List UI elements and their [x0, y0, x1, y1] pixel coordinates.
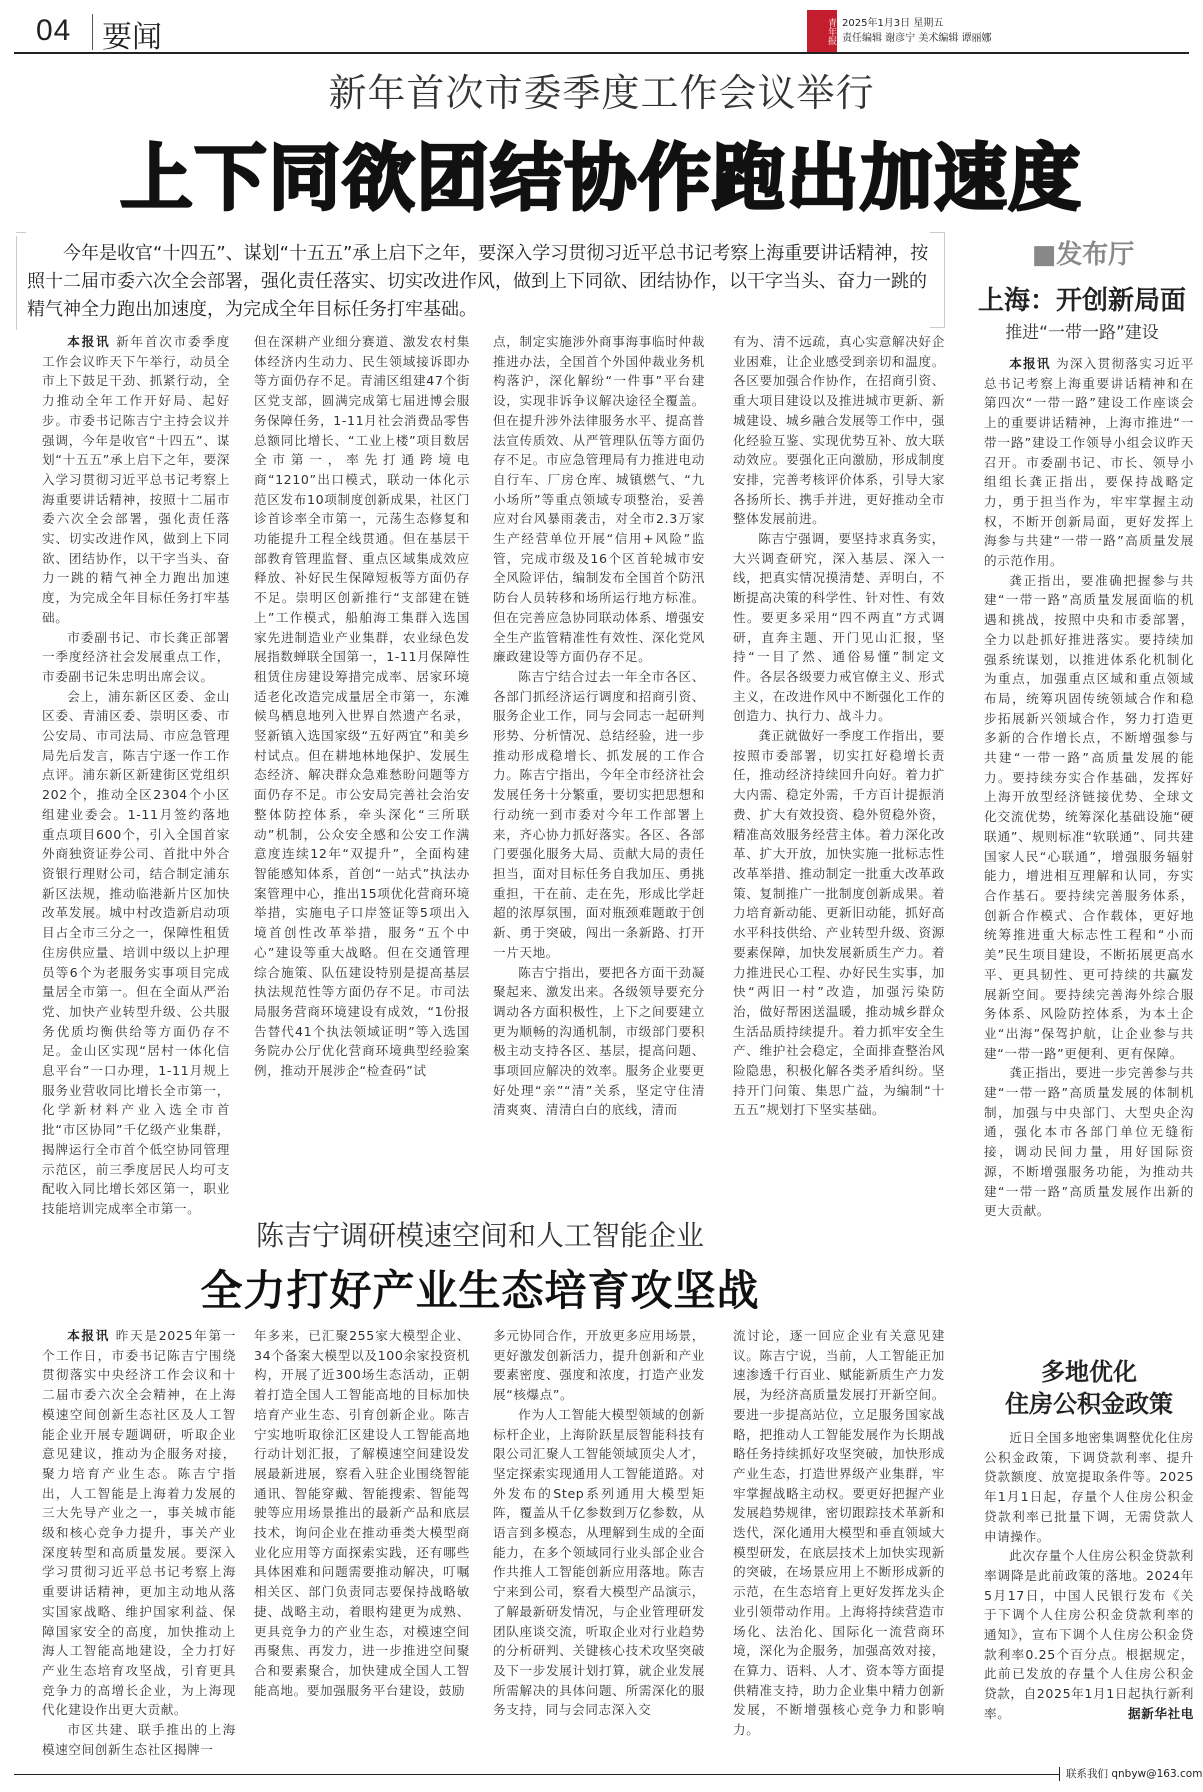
section-name: 要闻: [102, 20, 162, 55]
article1-col-3: [493, 332, 705, 1120]
article1-paragraph: 龚正就做好一季度工作指出，要按照市委部署，切实扛好稳增长责任，推动经济持续回升向好。着力扩大内需、稳定外需，千方百计提振消费、扩大有效投资、稳外贸稳外资，精准高效服务经营主体。着力深化改革、扩大开放，加快实施一批标志性改革举措、推动制定一批重大改革政策、复制推广一批制度创新成果。着力培育新动能、更新旧动能，抓好高水平科技供给、产业转型升级、资源要素保障，加快发展新质生产力。着力推进民心工程、办好民生实事，加快“两旧一村”改造，加强污染防治，做好帮困送温暖，推动城乡群众生活品质持续提升。着力抓牢安全生产、维护社会稳定，全面排查整治风险隐患，积极化解各类矛盾纠纷。坚持开门问策、集思广益，为编制“十五五”规划打下坚实基础。: [733, 728, 945, 1118]
article1-col-2: [254, 332, 470, 1081]
article1-paragraph: 市委副书记、市长龚正部署一季度经济社会发展重点工作，市委副书记朱忠明出席会议。: [42, 629, 230, 684]
article2-col-1: [42, 1326, 236, 1759]
article2-paragraph: 作为人工智能大模型领域的创新标杆企业，上海阶跃星辰智能科技有限公司汇聚人工智能领域顶尖人才，坚定探索实现通用人工智能道路。对外发布的Step系列通用大模型矩阵，覆盖从千亿参数到万亿参数，从语言到多模态，从理解到生成的全面能力，在多个领域同行业头部企业合作共推人工智能创新应用落地。陈吉宁来到公司，察看大模型产品演示，了解最新研发情况，与企业管理研发团队座谈交流，听取企业对行业趋势的分析研判、关键核心技术攻坚突破及下一步发展计划打算，就企业发展所需解决的具体问题、所需深化的服务支持，同与会同志深入交: [493, 1406, 705, 1718]
footer-rule: [14, 1774, 1059, 1775]
article1-paragraph: 但在深耕产业细分赛道、激发农村集体经济内生动力、民生领域接诉即办等方面仍存不足。青浦区组建47个街区党支部，圆满完成第七届进博会服务保障任务，1-11月社会消费品零售总额同比增长、“工业上楼”项目数居全市第一，率先打通跨境电商“1210”出口模式，联动一体化示范区发布10项制度创新成果，社区门诊首诊率全市第一，元荡生态修复和功能提升工程全线贯通。但在基层干部教育管理监督、重点区域集成效应释放、补好民生保障短板等方面仍存不足。崇明区创新推行“支部建在链上”工作模式，船舶海工集群入选国家先进制造业产业集群，农业绿色发展指数蝉联全国第一，1-11月保障性租赁住房建设筹措完成率、居家环境适老化改造完成量居全市第一，东滩候鸟栖息地列入世界自然遗产名录，竖新镇入选国家级“五好两宜”和美乡村试点。但在耕地林地保护、发展生态经济、解决群众急难愁盼问题等方面仍存不足。市公安局完善社会治安整体防控体系，牵头深化“三所联动”机制，公众安全感和公安工作满意度连续12年“双提升”，全面构建智能感知体系，首创“一站式”执法办案管理中心，推出15项优化营商环境举措，实施电子口岸签证等5项出入境首创性改革举措，服务“五个中心”建设等重大战略。但在交通管理综合施策、队伍建设特别是提高基层执法规范性等方面仍存不足。市司法局服务营商环境建设有成效，“1份报告替代41个执法领域证明”等入选国务院办公厅优化营商环境典型经验案例，推动开展涉企“检查码”试: [254, 334, 470, 1079]
article2-col-3: [493, 1326, 705, 1720]
article1-paragraph: 本报讯 新年首次市委季度工作会议昨天下午举行，动员全市上下鼓足干劲、抓紧行动，全力推动全年工作开好局、起好步。市委书记陈吉宁主持会议并强调，今年是收官“十四五”、谋划“十五五”承上启下之年，要深入学习贯彻习近平总书记考察上海重要讲话精神，按照十二届市委六次全会部署，强化责任落实、切实改进作风，做到上下同欲、团结协作，以干字当头、奋力一跳的精气神全力跑出加速度，为完成全年目标任务打牢基础。: [42, 334, 230, 625]
article1-col-1: [42, 332, 230, 1219]
article1-headline: 上下同欲团结协作跑出加速度: [120, 136, 1083, 220]
dateline: 本报讯: [67, 1328, 111, 1343]
dateline: 本报讯: [1009, 356, 1051, 371]
article1-paragraph: 陈吉宁强调，要坚持求真务实，大兴调查研究，深入基层、深入一线，把真实情况摸清楚、弄明白，不断提高决策的科学性、针对性、有效性。要更多采用“四不两直”方式调研，直奔主题、开门见山汇报，坚持“一目了然、通俗易懂”制定文件。各层各级要力戒官僚主义、形式主义，在改进作风中不断强化工作的创造力、执行力、战斗力。: [733, 531, 945, 724]
issue-date: 2025年1月3日 星期五: [842, 18, 944, 29]
article2-paragraph: 流讨论，逐一回应企业有关意见建议。陈吉宁说，当前，人工智能正加速渗透千行百业、赋能新质生产力发展，为经济高质量发展打开新空间。要进一步提高站位，立足服务国家战略，把推动人工智能发展作为长期战略任务持续抓好攻坚突破，加快形成产业生态，打造世界级产业集群，牢牢掌握战略主动权。要更好把握产业发展趋势规律，密切跟踪技术革新和迭代，深化通用大模型和垂直领域大模型研发，在底层技术上加快实现新的突破，在场景应用上不断形成新的示范，在生态培育上更好发挥龙头企业引领带动作用。上海将持续营造市场化、法治化、国际化一流营商环境，深化为企服务，加强高效对接，在算力、语料、人才、资本等方面提供精准支持，助力企业集中精力创新发展，不断增强核心竞争力和影响力。: [733, 1328, 945, 1738]
article1-paragraph: 点，制定实施涉外商事海事临时仲裁推进办法，全国首个外国仲裁业务机构落沪，深化解纷“一件事”平台建设，实现非诉争议解决途径全覆盖。但在提升涉外法律服务水平、提高普法宣传质效、从严管理队伍等方面仍存不足。市应急管理局有力推进电动自行车、厂房仓库、城镇燃气、“九小场所”等重点领域专项整治，妥善应对台风暴雨袭击，对全市2.3万家生产经营单位开展“信用+风险”监管，完成市级及16个区首轮城市安全风险评估，编制发布全国首个防汛防台人员转移和场所运行地方标准。但在完善应急协同联动体系、增强安全生产监管精准性有效性、深化党风廉政建设等方面仍存不足。: [493, 334, 705, 665]
sidebar-subhead: 推进“一带一路”建设: [1005, 323, 1159, 343]
article2-paragraph: 市区共建、联手推出的上海模速空间创新生态社区揭牌一: [42, 1722, 236, 1757]
sidebar-body: [984, 354, 1194, 1221]
sidebar-paragraph: 本报讯 为深入贯彻落实习近平总书记考察上海重要讲话精神和在第四次“一带一路”建设工作座谈会上的重要讲话精神，上海市推进“一带一路”建设工作领导小组会议昨天召开。市委副书记、市长、领导小组组长龚正指出，要保持战略定力，勇于担当作为，牢牢掌握主动权，不断开创新局面，更好发挥上海参与共建“一带一路”高质量发展的示范作用。: [984, 356, 1195, 569]
article2-kicker: 陈吉宁调研模速空间和人工智能企业: [255, 1219, 704, 1252]
column-tag: ■发布厅: [1031, 240, 1135, 270]
page-header: [14, 8, 1189, 54]
article2-col-2: [254, 1326, 470, 1700]
article2-headline: 全力打好产业生态培育攻坚战: [200, 1266, 760, 1315]
article2-paragraph: 多元协同合作，开放更多应用场景，更好激发创新活力，提升创新和产业要素密度、强度和浓度，打造产业发展“核爆点”。: [493, 1328, 705, 1403]
article2-paragraph: 年多来，已汇聚255家大模型企业、34个备案大模型以及100余家投资机构，开展了近300场生态活动，正朝着打造全国人工智能高地的目标加快培育产业生态、引育创新企业。陈吉宁实地听取徐汇区建设人工智能高地行动计划汇报，了解模速空间建设发展最新进展，察看入驻企业围绕智能通讯、智能穿戴、智能搜索、智能驾驶等应用场景推出的最新产品和底层技术，询问企业在推动垂类大模型商业化应用等方面探索实践，还有哪些具体困难和问题需要推动解决，叮嘱相关区、部门负责同志要保持战略敏捷、战略主动，着眼构建更为成熟、更具竞争力的产业生态，对模速空间再聚焦、再发力，进一步推进空间聚合和要素聚合，加快建成全国人工智能高地。要加强服务平台建设，鼓励: [254, 1328, 470, 1698]
article2-col-4: [733, 1326, 945, 1740]
box-paragraph: 此次存量个人住房公积金贷款利率调降是此前政策的落地。2024年5月17日，中国人民银行发布《关于下调个人住房公积金贷款利率的通知》，宣布下调个人住房公积金贷款利率0.25个百分点。根据规定，此前已发放的存量个人住房公积金贷款，自2025年1月1日起执行新利率。 据新华社电: [984, 1546, 1194, 1723]
article1-lead: 今年是收官“十四五”、谋划“十五五”承上启下之年，要深入学习贯彻习近平总书记考察上海重要讲话精神，按照十二届市委六次全会部署，强化责任落实、切实改进作风，做到上下同欲、团结协作，以干字当头、奋力一跳的精气神全力跑出加速度，为完成全年目标任务打牢基础。: [27, 243, 929, 320]
sidebar-paragraph: 龚正指出，要进一步完善参与共建“一带一路”高质量发展的体制机制，加强与中央部门、大型央企沟通，强化本市各部门单位无缝衔接，调动民间力量，用好国际资源，不断增强服务功能，为推动共建“一带一路”高质量发展作出新的更大贡献。: [984, 1065, 1194, 1219]
box-headline-line1: 多地优化: [1041, 1358, 1137, 1386]
article1-paragraph: 陈吉宁结合过去一年全市各区、各部门抓经济运行调度和招商引资、服务企业工作，同与会同志一起研判形势、分析情况、总结经验，进一步推动形成稳增长、抓发展的工作合力。陈吉宁指出，今年全市经济社会发展任务十分繁重，要切实把思想和行动统一到市委对今年工作部署上来，齐心协力抓好落实。各区、各部门要强化服务大局、贡献大局的责任担当，面对目标任务自我加压、勇挑重担，干在前、走在先，形成比学赶超的浓厚氛围，面对瓶颈难题敢于创新、勇于突破，闯出一条新路、打开一片天地。: [493, 668, 705, 960]
article2-paragraph: 本报讯 昨天是2025年第一个工作日，市委书记陈吉宁围绕贯彻落实中央经济工作会议和十二届市委六次全会精神，在上海模速空间创新生态社区及人工智能企业开展专题调研，听取企业意见建议，推动为企服务对接，聚力培育产业生态。陈吉宁指出，人工智能是上海着力发展的三大先导产业之一，事关城市能级和核心竞争力提升，事关产业深度转型和高质量发展。要深入学习贯彻习近平总书记考察上海重要讲话精神，更加主动地从落实国家战略、维护国家利益、保障国家安全的高度，加快推动上海人工智能高地建设，全力打好产业生态培育攻坚战，引育更具竞争力的高增长企业，为上海现代化建设作出更大贡献。: [42, 1328, 236, 1718]
footer-tick: [1059, 1767, 1060, 1781]
article1-kicker: 新年首次市委季度工作会议举行: [328, 71, 875, 115]
article1-paragraph: 陈吉宁指出，要把各方面干劲凝聚起来、激发出来。各级领导要充分调动各方面积极性，上下之间要建立更为顺畅的沟通机制，市级部门要积极主动支持各区、基层，提高问题、事项回应解决的效率。服务企业要更好处理“亲”“清”关系，坚定守住清清爽爽、清清白白的底线，清而: [493, 964, 705, 1118]
news-credit: 据新华社电: [1128, 1705, 1194, 1721]
lead-frame: [16, 232, 26, 233]
dateline: 本报讯: [67, 334, 111, 349]
issue-meta: [842, 16, 992, 46]
article1-lead-box: [16, 236, 945, 330]
article1-col-4: [733, 332, 945, 1120]
lead-frame-right: [930, 232, 945, 328]
newspaper-logo: 青年报: [807, 10, 837, 52]
box-paragraph: 近日全国多地密集调整优化住房公积金政策，下调贷款利率、提升贷款额度、放宽提取条件等。2025年1月1日起，存量个人住房公积金贷款利率已批量下调，无需贷款人申请操作。: [984, 1430, 1194, 1544]
header-divider: [92, 14, 93, 50]
sidebar-headline: 上海：开创新局面: [977, 286, 1186, 316]
contact-email[interactable]: 联系我们 qnbyw@163.com: [1066, 1768, 1203, 1780]
article1-paragraph: 有为、清不远疏，真心实意解决好企业困难，让企业感受到亲切和温度。各区要加强合作协作，在招商引资、重大项目建设以及推进城市更新、新城建设、城乡融合发展等工作中，强化经验互鉴、实现优势互补、放大联动效应。要强化正向激励，形成制度安排，完善考核评价体系，引导大家各扬所长、携手并进，更好推动全市整体发展前进。: [733, 334, 945, 527]
editors: 责任编辑 谢彦宁 美术编辑 谭丽娜: [842, 33, 992, 44]
box-headline-line2: 住房公积金政策: [1005, 1390, 1173, 1418]
box-body: [984, 1428, 1194, 1724]
page-number: 04: [36, 14, 72, 47]
article1-paragraph: 会上，浦东新区区委、金山区委、青浦区委、崇明区委、市公安局、市司法局、市应急管理局先后发言，陈吉宁逐一作工作点评。浦东新区新建街区党组织202个，推动全区2304个小区组建业委会。1-11月签约落地重点项目600个，引入全国首家外商独资证券公司、首批中外合资银行理财公司，结合制定浦东新区法规，推动临港新片区加快改革发展。城中村改造新启动项目占全市三分之一，保障性租赁住房供应量、培训中级以上护理员等6个为老服务实事项目完成量居全市第一。但在全面从严治党、加快产业转型升级、公共服务优质均衡供给等方面仍存不足。金山区实现“居村一体化信息平台”一口办理，1-11月规上服务业营收同比增长全市第一，化学新材料产业入选全市首批“市区协同”千亿级产业集群，揭牌运行全市首个低空协同管理示范区，前三季度居民人均可支配收入同比增长郊区第一，职业技能培训完成率全市第一。: [42, 688, 230, 1216]
sidebar-paragraph: 龚正指出，要准确把握参与共建“一带一路”高质量发展面临的机遇和挑战，按照中央和市委部署，全力以赴抓好推进落实。要持续加强系统谋划，以推进体系化机制化为重点，加强重点区域和重点领域布局，统筹巩固传统领域合作和稳步拓展新兴领域合作，努力打造更多新的合作增长点，不断增强参与共建“一带一路”高质量发展的能力。要持续夯实合作基础，发挥好上海开放型经济链接优势、全球文化交流优势，统筹深化基础设施“硬联通”、规则标准“软联通”、同共建国家人民“心联通”，增强服务辐射能力，增进相互理解和认同，夯实合作基石。要持续完善服务体系，创新合作模式、合作载体，更好地统筹推进重大标志性工程和“小而美”民生项目建设，不断拓展更高水平、更具韧性、更可持续的共赢发展新空间。要持续完善海外综合服务体系、风险防控体系，为本土企业“出海”保驾护航，让企业参与共建“一带一路”更便利、更有保障。: [984, 572, 1194, 1061]
